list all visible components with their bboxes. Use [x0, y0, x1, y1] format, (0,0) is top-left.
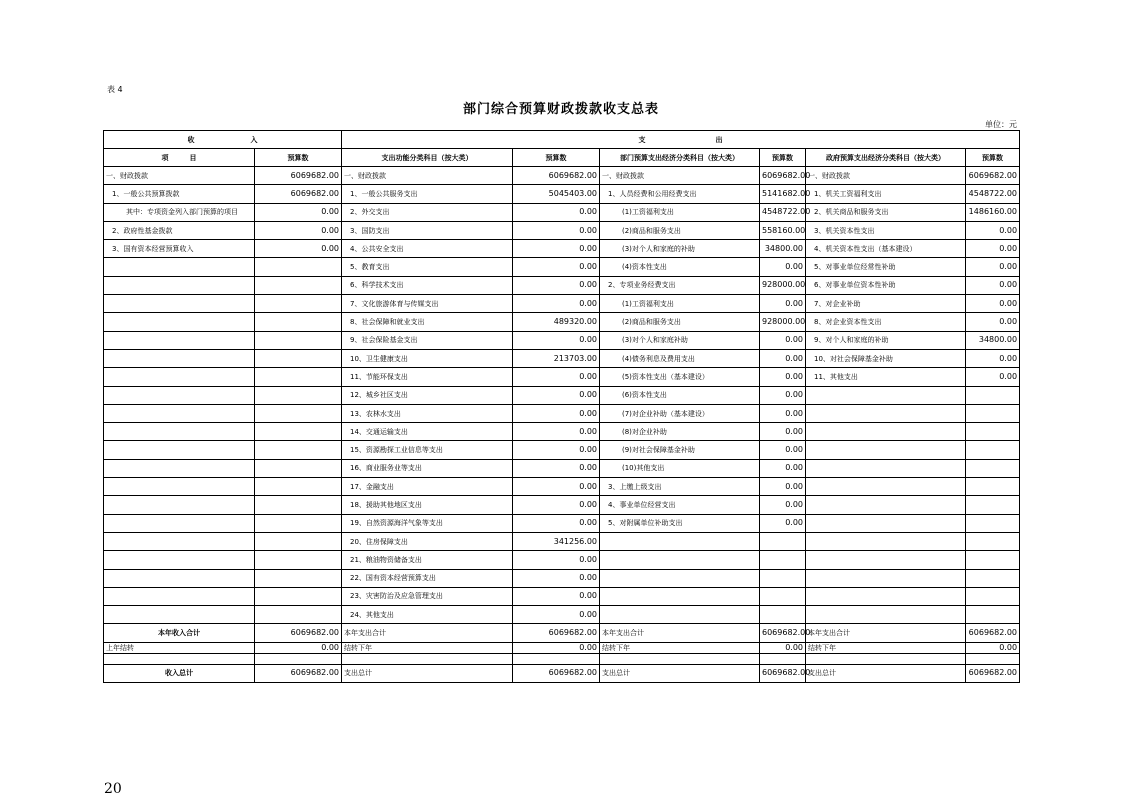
gov-econ-budget: 0.00 — [966, 276, 1020, 294]
carry-out-dept-value: 0.00 — [760, 642, 806, 653]
income-budget: 0.00 — [255, 221, 342, 239]
gov-econ-subject — [806, 386, 966, 404]
dept-econ-budget: 0.00 — [760, 423, 806, 441]
func-budget: 0.00 — [513, 606, 600, 624]
income-item — [104, 386, 255, 404]
table-row — [104, 496, 1020, 514]
blank-cell — [104, 653, 255, 664]
func-budget: 341256.00 — [513, 532, 600, 550]
gov-econ-subject: 1、机关工资福利支出 — [806, 185, 966, 203]
table-row — [104, 404, 1020, 422]
func-budget: 0.00 — [513, 587, 600, 605]
func-subject: 21、粮油物资储备支出 — [342, 551, 513, 569]
gov-econ-budget — [966, 532, 1020, 550]
gov-econ-budget — [966, 441, 1020, 459]
gov-econ-budget — [966, 569, 1020, 587]
income-budget — [255, 496, 342, 514]
expense-header: 支 出 — [342, 131, 1020, 149]
income-item — [104, 404, 255, 422]
func-subject: 18、援助其他地区支出 — [342, 496, 513, 514]
func-budget: 0.00 — [513, 404, 600, 422]
income-budget — [255, 532, 342, 550]
func-budget: 6069682.00 — [513, 167, 600, 185]
gov-econ-budget — [966, 478, 1020, 496]
dept-econ-budget: 928000.00 — [760, 276, 806, 294]
func-budget: 0.00 — [513, 221, 600, 239]
table-row — [104, 240, 1020, 258]
gov-econ-budget: 0.00 — [966, 349, 1020, 367]
income-item — [104, 569, 255, 587]
dept-econ-subject: 1、人员经费和公用经费支出 — [600, 185, 760, 203]
dept-econ-budget: 0.00 — [760, 349, 806, 367]
gov-econ-subject — [806, 532, 966, 550]
total-income-value: 6069682.00 — [255, 664, 342, 682]
gov-econ-subject — [806, 587, 966, 605]
blank-cell — [806, 653, 966, 664]
func-budget: 213703.00 — [513, 349, 600, 367]
gov-econ-budget: 0.00 — [966, 258, 1020, 276]
gov-econ-budget: 34800.00 — [966, 331, 1020, 349]
dept-econ-subject — [600, 532, 760, 550]
func-subject: 12、城乡社区支出 — [342, 386, 513, 404]
table-row — [104, 331, 1020, 349]
func-subject: 13、农林水支出 — [342, 404, 513, 422]
income-item — [104, 295, 255, 313]
budget-table — [103, 130, 1020, 683]
func-subject: 9、社会保险基金支出 — [342, 331, 513, 349]
func-subject: 10、卫生健康支出 — [342, 349, 513, 367]
gov-econ-subject — [806, 514, 966, 532]
income-budget — [255, 331, 342, 349]
dept-econ-subject — [600, 569, 760, 587]
gov-econ-subject: 8、对企业资本性支出 — [806, 313, 966, 331]
dept-econ-budget: 558160.00 — [760, 221, 806, 239]
income-budget — [255, 478, 342, 496]
gov-econ-budget: 0.00 — [966, 368, 1020, 386]
blank-cell — [255, 653, 342, 664]
dept-econ-budget: 0.00 — [760, 386, 806, 404]
func-budget: 0.00 — [513, 496, 600, 514]
income-budget — [255, 606, 342, 624]
income-item: 3、国有资本经营预算收入 — [104, 240, 255, 258]
gov-econ-budget — [966, 496, 1020, 514]
func-budget: 489320.00 — [513, 313, 600, 331]
dept-econ-subject: (2)商品和服务支出 — [600, 313, 760, 331]
dept-econ-subject: (7)对企业补助（基本建设） — [600, 404, 760, 422]
dept-econ-budget — [760, 606, 806, 624]
func-subject: 8、社会保障和就业支出 — [342, 313, 513, 331]
year-expense-label: 本年支出合计 — [600, 624, 760, 642]
blank-cell — [760, 653, 806, 664]
income-budget — [255, 569, 342, 587]
income-budget: 0.00 — [255, 203, 342, 221]
income-item — [104, 441, 255, 459]
col-func-subject: 支出功能分类科目（按大类） — [342, 149, 513, 167]
gov-econ-budget: 0.00 — [966, 313, 1020, 331]
dept-econ-budget: 0.00 — [760, 331, 806, 349]
func-subject: 19、自然资源海洋气象等支出 — [342, 514, 513, 532]
func-budget: 0.00 — [513, 551, 600, 569]
dept-econ-subject: 4、事业单位经营支出 — [600, 496, 760, 514]
income-item — [104, 313, 255, 331]
table-row — [104, 478, 1020, 496]
total-expense-label: 支出总计 — [342, 664, 513, 682]
page-number: 20 — [104, 781, 122, 797]
dept-econ-subject: (9)对社会保障基金补助 — [600, 441, 760, 459]
income-item — [104, 514, 255, 532]
func-subject: 22、国有资本经营预算支出 — [342, 569, 513, 587]
income-item: 其中：专项资金列入部门预算的项目 — [104, 203, 255, 221]
carry-out-gov-value: 0.00 — [966, 642, 1020, 653]
func-budget: 0.00 — [513, 423, 600, 441]
func-budget: 0.00 — [513, 258, 600, 276]
dept-econ-subject — [600, 587, 760, 605]
income-budget — [255, 313, 342, 331]
col-item: 项 目 — [104, 149, 255, 167]
table-label: 表 4 — [107, 85, 123, 94]
func-subject: 16、商业服务业等支出 — [342, 459, 513, 477]
dept-econ-subject: 一、财政拨款 — [600, 167, 760, 185]
year-expense-label: 本年支出合计 — [806, 624, 966, 642]
func-budget: 0.00 — [513, 295, 600, 313]
gov-econ-subject — [806, 478, 966, 496]
income-budget: 6069682.00 — [255, 167, 342, 185]
gov-econ-subject: 3、机关资本性支出 — [806, 221, 966, 239]
income-item — [104, 423, 255, 441]
col-budget-gov: 预算数 — [966, 149, 1020, 167]
income-budget — [255, 441, 342, 459]
dept-econ-subject: (1)工资福利支出 — [600, 295, 760, 313]
gov-econ-subject — [806, 569, 966, 587]
blank-cell — [600, 653, 760, 664]
total-expense-label: 支出总计 — [600, 664, 760, 682]
year-expense-gov-value: 6069682.00 — [966, 624, 1020, 642]
income-budget — [255, 349, 342, 367]
func-subject: 23、灾害防治及应急管理支出 — [342, 587, 513, 605]
year-income-value: 6069682.00 — [255, 624, 342, 642]
gov-econ-subject: 9、对个人和家庭的补助 — [806, 331, 966, 349]
income-budget — [255, 459, 342, 477]
dept-econ-budget: 0.00 — [760, 478, 806, 496]
col-dept-econ: 部门预算支出经济分类科目（按大类） — [600, 149, 760, 167]
income-item: 一、财政拨款 — [104, 167, 255, 185]
dept-econ-subject: (4)债务利息及费用支出 — [600, 349, 760, 367]
func-subject: 5、教育支出 — [342, 258, 513, 276]
gov-econ-subject: 5、对事业单位经常性补助 — [806, 258, 966, 276]
func-subject: 1、一般公共服务支出 — [342, 185, 513, 203]
table-row — [104, 167, 1020, 185]
income-budget — [255, 295, 342, 313]
income-item — [104, 349, 255, 367]
dept-econ-budget — [760, 532, 806, 550]
dept-econ-subject: (2)商品和服务支出 — [600, 221, 760, 239]
func-subject: 20、住房保障支出 — [342, 532, 513, 550]
gov-econ-budget: 0.00 — [966, 221, 1020, 239]
dept-econ-budget — [760, 569, 806, 587]
dept-econ-budget: 0.00 — [760, 496, 806, 514]
func-subject: 2、外交支出 — [342, 203, 513, 221]
gov-econ-budget — [966, 386, 1020, 404]
carry-out-func-value: 0.00 — [513, 642, 600, 653]
income-budget — [255, 258, 342, 276]
dept-econ-budget: 0.00 — [760, 459, 806, 477]
gov-econ-budget — [966, 587, 1020, 605]
year-expense-dept-value: 6069682.00 — [760, 624, 806, 642]
col-budget-func: 预算数 — [513, 149, 600, 167]
table-row — [104, 386, 1020, 404]
income-item — [104, 478, 255, 496]
income-item: 2、政府性基金拨款 — [104, 221, 255, 239]
func-budget: 5045403.00 — [513, 185, 600, 203]
dept-econ-subject: (10)其他支出 — [600, 459, 760, 477]
gov-econ-subject: 7、对企业补助 — [806, 295, 966, 313]
gov-econ-subject: 10、对社会保障基金补助 — [806, 349, 966, 367]
income-item — [104, 551, 255, 569]
gov-econ-subject — [806, 496, 966, 514]
func-budget: 0.00 — [513, 331, 600, 349]
dept-econ-budget: 928000.00 — [760, 313, 806, 331]
gov-econ-budget — [966, 459, 1020, 477]
carry-in-label: 上年结转 — [104, 642, 255, 653]
table-row — [104, 313, 1020, 331]
func-subject: 14、交通运输支出 — [342, 423, 513, 441]
table-row — [104, 606, 1020, 624]
dept-econ-subject — [600, 551, 760, 569]
func-budget: 0.00 — [513, 478, 600, 496]
unit-label: 单位：元 — [985, 120, 1017, 129]
gov-econ-subject — [806, 423, 966, 441]
func-budget: 0.00 — [513, 368, 600, 386]
func-budget: 0.00 — [513, 276, 600, 294]
income-budget — [255, 276, 342, 294]
gov-econ-subject: 4、机关资本性支出（基本建设） — [806, 240, 966, 258]
table-row — [104, 423, 1020, 441]
gov-econ-budget: 0.00 — [966, 240, 1020, 258]
gov-econ-subject: 6、对事业单位资本性补助 — [806, 276, 966, 294]
total-expense-label: 支出总计 — [806, 664, 966, 682]
dept-econ-subject: (6)资本性支出 — [600, 386, 760, 404]
income-item — [104, 587, 255, 605]
year-expense-label: 本年支出合计 — [342, 624, 513, 642]
gov-econ-budget — [966, 423, 1020, 441]
income-budget — [255, 386, 342, 404]
page-title: 部门综合预算财政拨款收支总表 — [462, 102, 659, 117]
dept-econ-budget: 0.00 — [760, 368, 806, 386]
gov-econ-budget: 1486160.00 — [966, 203, 1020, 221]
gov-econ-subject — [806, 441, 966, 459]
income-item: 1、一般公共预算拨款 — [104, 185, 255, 203]
func-budget: 0.00 — [513, 386, 600, 404]
gov-econ-subject — [806, 404, 966, 422]
table-row — [104, 185, 1020, 203]
func-subject: 一、财政拨款 — [342, 167, 513, 185]
income-budget — [255, 423, 342, 441]
income-item — [104, 606, 255, 624]
income-budget — [255, 551, 342, 569]
table-row — [104, 532, 1020, 550]
total-expense-gov-value: 6069682.00 — [966, 664, 1020, 682]
dept-econ-subject: (8)对企业补助 — [600, 423, 760, 441]
dept-econ-subject: 2、专项业务经费支出 — [600, 276, 760, 294]
income-budget: 6069682.00 — [255, 185, 342, 203]
table-row — [104, 221, 1020, 239]
func-subject: 4、公共安全支出 — [342, 240, 513, 258]
gov-econ-subject — [806, 551, 966, 569]
gov-econ-budget — [966, 404, 1020, 422]
table-row — [104, 368, 1020, 386]
table-row — [104, 258, 1020, 276]
gov-econ-subject — [806, 606, 966, 624]
dept-econ-budget — [760, 551, 806, 569]
dept-econ-budget: 5141682.00 — [760, 185, 806, 203]
total-income-label: 收入总计 — [104, 664, 255, 682]
income-budget — [255, 587, 342, 605]
table-row — [104, 551, 1020, 569]
gov-econ-subject: 一、财政拨款 — [806, 167, 966, 185]
income-budget — [255, 404, 342, 422]
income-item — [104, 368, 255, 386]
total-expense-func-value: 6069682.00 — [513, 664, 600, 682]
table-row — [104, 295, 1020, 313]
func-subject: 7、文化旅游体育与传媒支出 — [342, 295, 513, 313]
dept-econ-budget — [760, 587, 806, 605]
dept-econ-subject: (4)资本性支出 — [600, 258, 760, 276]
dept-econ-budget: 0.00 — [760, 514, 806, 532]
carry-out-label: 结转下年 — [806, 642, 966, 653]
func-subject: 3、国防支出 — [342, 221, 513, 239]
carry-out-label: 结转下年 — [600, 642, 760, 653]
func-subject: 15、资源勘探工业信息等支出 — [342, 441, 513, 459]
func-budget: 0.00 — [513, 514, 600, 532]
dept-econ-subject — [600, 606, 760, 624]
income-header: 收 入 — [104, 131, 342, 149]
dept-econ-subject: (5)资本性支出（基本建设） — [600, 368, 760, 386]
blank-cell — [342, 653, 513, 664]
dept-econ-subject: (1)工资福利支出 — [600, 203, 760, 221]
col-budget-income: 预算数 — [255, 149, 342, 167]
func-budget: 0.00 — [513, 569, 600, 587]
func-budget: 0.00 — [513, 459, 600, 477]
table-row — [104, 514, 1020, 532]
func-budget: 0.00 — [513, 441, 600, 459]
func-budget: 0.00 — [513, 203, 600, 221]
table-row — [104, 459, 1020, 477]
income-item — [104, 496, 255, 514]
dept-econ-budget: 0.00 — [760, 258, 806, 276]
gov-econ-subject — [806, 459, 966, 477]
table-row — [104, 349, 1020, 367]
income-item — [104, 276, 255, 294]
dept-econ-budget: 4548722.00 — [760, 203, 806, 221]
gov-econ-budget: 6069682.00 — [966, 167, 1020, 185]
gov-econ-budget — [966, 606, 1020, 624]
gov-econ-budget — [966, 551, 1020, 569]
gov-econ-budget: 4548722.00 — [966, 185, 1020, 203]
col-gov-econ: 政府预算支出经济分类科目（按大类） — [806, 149, 966, 167]
dept-econ-subject: 5、对附属单位补助支出 — [600, 514, 760, 532]
dept-econ-budget: 0.00 — [760, 441, 806, 459]
gov-econ-subject: 2、机关商品和服务支出 — [806, 203, 966, 221]
dept-econ-subject: (3)对个人和家庭补助 — [600, 331, 760, 349]
gov-econ-budget: 0.00 — [966, 295, 1020, 313]
func-subject: 6、科学技术支出 — [342, 276, 513, 294]
gov-econ-budget — [966, 514, 1020, 532]
carry-out-label: 结转下年 — [342, 642, 513, 653]
dept-econ-budget: 0.00 — [760, 295, 806, 313]
table-row — [104, 276, 1020, 294]
year-income-label: 本年收入合计 — [104, 624, 255, 642]
year-expense-func-value: 6069682.00 — [513, 624, 600, 642]
income-budget — [255, 368, 342, 386]
dept-econ-budget: 0.00 — [760, 404, 806, 422]
income-item — [104, 459, 255, 477]
table-row — [104, 203, 1020, 221]
income-item — [104, 331, 255, 349]
table-row — [104, 569, 1020, 587]
income-budget: 0.00 — [255, 240, 342, 258]
dept-econ-budget: 6069682.00 — [760, 167, 806, 185]
income-item — [104, 258, 255, 276]
table-row — [104, 441, 1020, 459]
func-subject: 17、金融支出 — [342, 478, 513, 496]
func-subject: 11、节能环保支出 — [342, 368, 513, 386]
dept-econ-subject: 3、上缴上级支出 — [600, 478, 760, 496]
func-subject: 24、其他支出 — [342, 606, 513, 624]
income-budget — [255, 514, 342, 532]
dept-econ-budget: 34800.00 — [760, 240, 806, 258]
income-item — [104, 532, 255, 550]
table-row — [104, 587, 1020, 605]
blank-cell — [513, 653, 600, 664]
total-expense-dept-value: 6069682.00 — [760, 664, 806, 682]
func-budget: 0.00 — [513, 240, 600, 258]
gov-econ-subject: 11、其他支出 — [806, 368, 966, 386]
dept-econ-subject: (3)对个人和家庭的补助 — [600, 240, 760, 258]
blank-cell — [966, 653, 1020, 664]
col-budget-dept: 预算数 — [760, 149, 806, 167]
carry-in-value: 0.00 — [255, 642, 342, 653]
